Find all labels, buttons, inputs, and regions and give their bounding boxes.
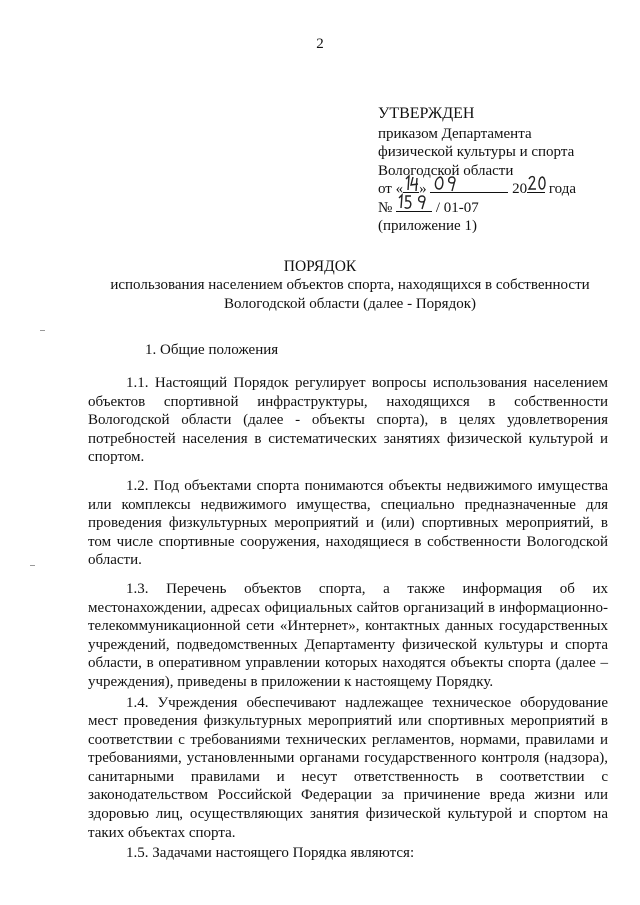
page-number: 2 [316,36,324,52]
document-title: ПОРЯДОК [283,258,357,275]
scan-mark [30,565,35,566]
handwriting-year-drawing [527,173,549,193]
approval-line: Вологодской области [378,162,514,179]
paragraph-1-3: 1.3. Перечень объектов спорта, а также информация об их местонахождении, адресах официальных сайтов организаций в информационно-телекоммуникационной сети «Интернет», контактных данных государственных учреждений, подведомственных Департаменту физической культуры и спорта области, в оперативном управлении которых находятся объекты спорта (далее – учреждения), приведены в приложении к настоящему Порядку. [88,580,608,690]
handwriting-number-drawing [396,192,430,212]
scan-mark [40,330,45,331]
paragraph-1-5: 1.5. Задачами настоящего Порядка являются: [126,845,415,862]
handwriting-month-drawing [430,173,470,193]
handwritten-month [430,180,508,193]
paragraph-1-1: 1.1. Настоящий Порядок регулирует вопросы использования населением объектов спортивной инфраструктуры, находящихся в собственности Вологодской области (далее - объекты спорта), в целях удовлетворения потребностей населения в систематических занятиях физической культурой и спортом. [88,375,608,466]
approval-stamp [378,105,628,236]
paragraph-1-4: 1.4. Учреждения обеспечивают надлежащее техническое оборудование мест проведения физкультурных мероприятий или спортивных мероприятий в соответствии с требованиями технических регламентов, нормами, правилами и требованиями, установленными органами государственного контроля (надзора), санитарными правилами и несут ответственность в соответствии с законодательством Российской Федерации за причинение вреда жизни или здоровью лиц, осуществляющих занятия физической культурой и спортом на таких объектах спорта. [88,694,608,841]
year-suffix: года [548,181,576,197]
document-body [88,374,608,873]
document-subtitle: использования населением объектов спорта, находящихся в собственности Вологодской области (далее - Порядок) [110,277,590,312]
year-prefix: 20 [512,181,528,197]
handwritten-year [527,180,545,193]
approval-number-line [378,199,628,218]
approval-heading: УТВЕРЖДЕН [378,105,475,122]
approval-appendix: (приложение 1) [378,218,477,234]
number-suffix: / 01-07 [435,199,479,216]
section-heading: 1. Общие положения [145,342,279,358]
number-prefix: № [378,199,393,216]
approval-line: приказом Департамента [378,125,532,142]
date-prefix: от « [378,181,404,197]
handwriting-day-drawing [403,173,421,193]
handwritten-number [396,199,432,212]
date-mid: » [419,181,427,197]
paragraph-1-2: 1.2. Под объектами спорта понимаются объекты недвижимого имущества или комплексы недвижимого имущества, специально предназначенные для проведения физкультурных мероприятий и (или) спортивных мероприятий, в том числе спортивные сооружения, находящиеся в собственности Вологодской области. [88,477,608,569]
approval-line: физической культуры и спорта [378,144,575,160]
